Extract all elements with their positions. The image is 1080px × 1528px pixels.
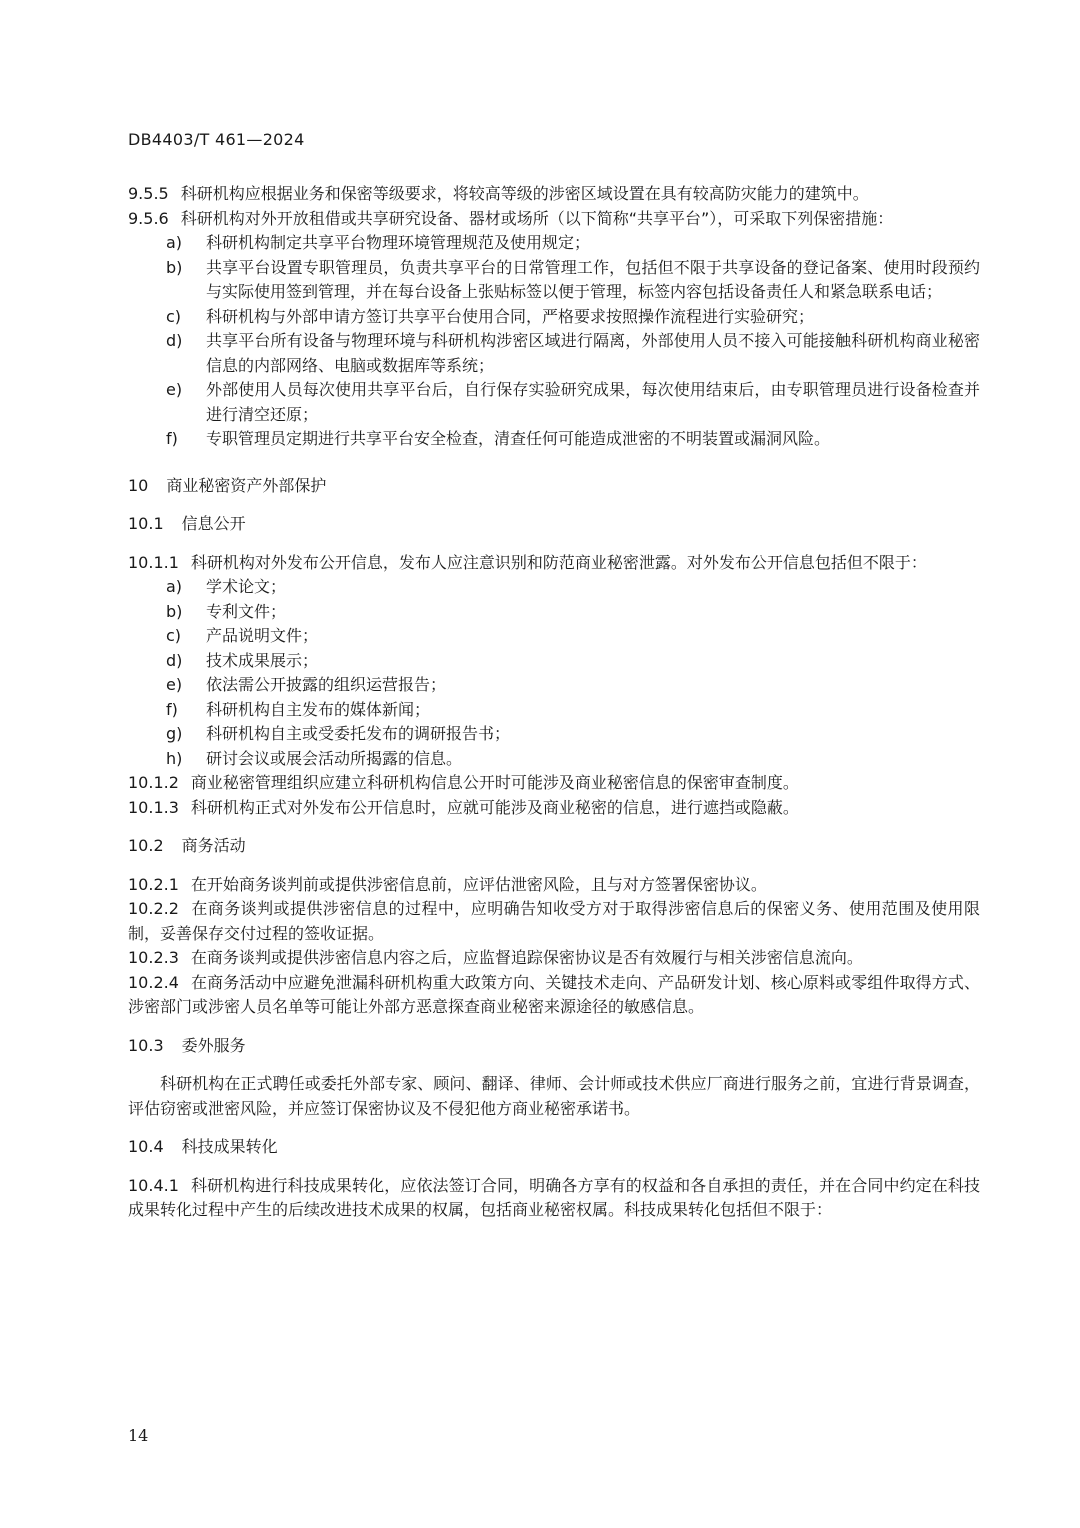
clause-number: 10.4 bbox=[128, 1137, 164, 1156]
list-item-text: 外部使用人员每次使用共享平台后，自行保存实验研究成果，每次使用结束后，由专职管理员进行设备检查并进行清空还原； bbox=[206, 380, 980, 424]
list-item bbox=[166, 329, 980, 378]
clause-number: 10.1.3 bbox=[128, 797, 179, 817]
list-item bbox=[166, 427, 980, 452]
list-item-label: e) bbox=[166, 675, 183, 694]
clause-number: 10.4.1 bbox=[128, 1175, 179, 1195]
list-item bbox=[166, 378, 980, 427]
list-item-label: a) bbox=[166, 233, 183, 252]
clause-text: 信息公开 bbox=[181, 514, 246, 533]
clause-text: 科技成果转化 bbox=[181, 1137, 278, 1156]
list-item-text: 技术成果展示； bbox=[206, 650, 319, 670]
list-item-text: 研讨会议或展会活动所揭露的信息。 bbox=[206, 748, 463, 768]
list-item-label: b) bbox=[166, 601, 183, 621]
list-item-label: g) bbox=[166, 724, 183, 743]
list-item-text: 科研机构与外部申请方签订共享平台使用合同，严格要求按照操作流程进行实验研究； bbox=[206, 306, 815, 326]
list-item bbox=[166, 575, 980, 600]
subsection-heading bbox=[128, 512, 980, 537]
list-item bbox=[166, 747, 980, 772]
clause-paragraph bbox=[128, 971, 980, 1020]
list-item-text: 科研机构自主发布的媒体新闻； bbox=[206, 699, 431, 719]
clause-paragraph bbox=[128, 771, 980, 796]
clause-text: 科研机构对外发布公开信息，发布人应注意识别和防范商业秘密泄露。对外发布公开信息包括但不限于： bbox=[190, 552, 927, 572]
clause-text: 在商务谈判或提供涉密信息内容之后，应监督追踪保密协议是否有效履行与相关涉密信息流向。 bbox=[190, 948, 863, 967]
list-item-label: h) bbox=[166, 748, 183, 768]
clause-paragraph bbox=[128, 1174, 980, 1223]
clause-text: 商务活动 bbox=[181, 836, 246, 855]
list-item-label: d) bbox=[166, 331, 183, 350]
clause-text: 科研机构正式对外发布公开信息时，应就可能涉及商业秘密的信息，进行遮挡或隐蔽。 bbox=[190, 797, 799, 817]
list-item-text: 科研机构自主或受委托发布的调研报告书； bbox=[206, 724, 511, 743]
clause-number: 10.1.1 bbox=[128, 552, 179, 572]
clause-paragraph bbox=[128, 873, 980, 898]
body-paragraph: 科研机构在正式聘任或委托外部专家、顾问、翻译、律师、会计师或技术供应厂商进行服务之前，宜进行背景调查，评估窃密或泄密风险，并应签订保密协议及不侵犯他方商业秘密承诺书。 bbox=[128, 1074, 980, 1118]
subsection-heading bbox=[128, 1135, 980, 1160]
clause-paragraph bbox=[128, 182, 980, 207]
list-item-label: f) bbox=[166, 429, 178, 448]
list-item-text: 共享平台所有设备与物理环境与科研机构涉密区域进行隔离，外部使用人员不接入可能接触科研机构商业秘密信息的内部网络、电脑或数据库等系统； bbox=[206, 331, 980, 375]
clause-text: 科研机构进行科技成果转化，应依法签订合同，明确各方享有的权益和各自承担的责任，并在合同中约定在科技成果转化过程中产生的后续改进技术成果的权属，包括商业秘密权属。科技成果转化包括但不限于： bbox=[128, 1175, 980, 1219]
clause-paragraph bbox=[128, 897, 980, 946]
list-item bbox=[166, 698, 980, 723]
list-item-label: c) bbox=[166, 306, 182, 326]
clause-number: 9.5.6 bbox=[128, 208, 169, 228]
clause-text: 在商务活动中应避免泄漏科研机构重大政策方向、关键技术走向、产品研发计划、核心原料或零组件取得方式、涉密部门或涉密人员名单等可能让外部方恶意探查商业秘密来源途径的敏感信息。 bbox=[128, 972, 980, 1016]
clause-number: 10.2 bbox=[128, 836, 164, 855]
list-item bbox=[166, 673, 980, 698]
clause-number: 10.1 bbox=[128, 514, 164, 533]
clause-number: 10.2.1 bbox=[128, 874, 179, 894]
page-number: 14 bbox=[128, 1426, 149, 1445]
list-item-text: 科研机构制定共享平台物理环境管理规范及使用规定； bbox=[206, 233, 591, 252]
clause-number: 10.1.2 bbox=[128, 773, 179, 792]
clause-paragraph bbox=[128, 946, 980, 971]
list-item-text: 专利文件； bbox=[206, 601, 287, 621]
clause-number: 10.3 bbox=[128, 1035, 164, 1055]
clause-text: 科研机构应根据业务和保密等级要求，将较高等级的涉密区域设置在具有较高防灾能力的建筑中。 bbox=[180, 184, 869, 203]
document-code-header: DB4403/T 461—2024 bbox=[128, 130, 305, 149]
clause-text: 科研机构对外开放租借或共享研究设备、器材或场所（以下简称“共享平台”），可采取下列保密措施： bbox=[180, 208, 894, 228]
list-item bbox=[166, 305, 980, 330]
list-item bbox=[166, 649, 980, 674]
list-item-label: e) bbox=[166, 380, 183, 399]
list-item-text: 产品说明文件； bbox=[206, 626, 319, 645]
list-item-text: 共享平台设置专职管理员，负责共享平台的日常管理工作，包括但不限于共享设备的登记备案、使用时段预约与实际使用签到管理，并在每台设备上张贴标签以便于管理，标签内容包括设备责任人和紧急联系电话； bbox=[206, 257, 980, 301]
clause-text: 在商务谈判或提供涉密信息的过程中，应明确告知收受方对于取得涉密信息后的保密义务、使用范围及使用限制，妥善保存交付过程的签收证据。 bbox=[128, 899, 980, 943]
list-item bbox=[166, 231, 980, 256]
clause-paragraph bbox=[128, 796, 980, 821]
clause-text: 商业秘密资产外部保护 bbox=[166, 475, 327, 495]
list-item-label: d) bbox=[166, 650, 183, 670]
clause-text: 商业秘密管理组织应建立科研机构信息公开时可能涉及商业秘密信息的保密审查制度。 bbox=[190, 773, 799, 792]
list-item-label: f) bbox=[166, 699, 178, 719]
list-item bbox=[166, 624, 980, 649]
list-item-text: 学术论文； bbox=[206, 577, 287, 596]
subsection-heading bbox=[128, 1034, 980, 1059]
list-item-text: 依法需公开披露的组织运营报告； bbox=[206, 675, 447, 694]
list-item bbox=[166, 722, 980, 747]
list-item bbox=[166, 256, 980, 305]
clause-paragraph bbox=[128, 551, 980, 576]
clause-number: 9.5.5 bbox=[128, 184, 169, 203]
document-body bbox=[128, 182, 980, 1223]
list-item-label: c) bbox=[166, 626, 182, 645]
clause-text: 委外服务 bbox=[181, 1035, 246, 1055]
clause-number: 10.2.4 bbox=[128, 972, 179, 992]
list-item-text: 专职管理员定期进行共享平台安全检查，清查任何可能造成泄密的不明装置或漏洞风险。 bbox=[206, 429, 831, 448]
clause-number: 10.2.3 bbox=[128, 948, 179, 967]
subsection-heading bbox=[128, 834, 980, 859]
section-heading bbox=[128, 474, 980, 499]
clause-paragraph bbox=[128, 207, 980, 232]
clause-text: 在开始商务谈判前或提供涉密信息前，应评估泄密风险，且与对方签署保密协议。 bbox=[190, 874, 767, 894]
list-item-label: a) bbox=[166, 577, 183, 596]
clause-number: 10 bbox=[128, 475, 149, 495]
clause-number: 10.2.2 bbox=[128, 899, 179, 918]
list-item-label: b) bbox=[166, 257, 183, 277]
list-item bbox=[166, 600, 980, 625]
